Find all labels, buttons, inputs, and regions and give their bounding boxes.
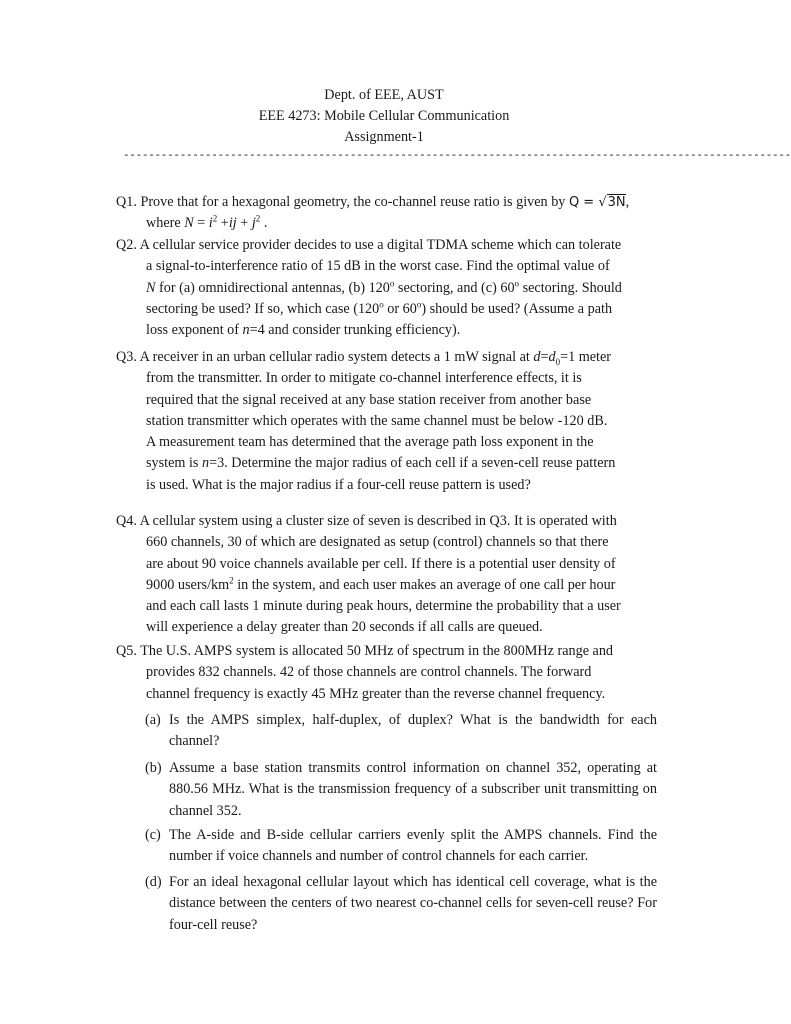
q5-label: Q5. bbox=[116, 643, 137, 659]
q4-line: will experience a delay greater than 20 seconds if all calls are queued. bbox=[146, 619, 543, 636]
part-text: The A-side and B-side cellular carriers evenly split the AMPS channels. Find the number if voice channels and number of control channels for each carrier. bbox=[169, 827, 657, 865]
q5-part-a bbox=[145, 710, 657, 753]
q4-line: are about 90 voice channels available per cell. If there is a potential user density of bbox=[146, 555, 616, 572]
separator-line: ---------------------------------------------------------------------------------------------------------- bbox=[123, 150, 791, 162]
q3-line: is used. What is the major radius if a four-cell reuse pattern is used? bbox=[146, 476, 531, 493]
part-text: For an ideal hexagonal cellular layout which has identical cell coverage, what is the distance between the centers of two nearest co-channel cells for seven-cell reuse? For four-cell reuse? bbox=[169, 874, 657, 933]
q2-line: a signal-to-interference ratio of 15 dB in the worst case. Find the optimal value of bbox=[146, 258, 610, 275]
part-label: (d) bbox=[145, 874, 162, 890]
q3-line: system is n=3. Determine the major radius of each cell if a seven-cell reuse pattern bbox=[146, 455, 616, 472]
question-3: Q3. A receiver in an urban cellular radio system detects a 1 mW signal at $d=d_0=1$ meter from the transmitter. In order to mitigate co-channel interference effects, it is required that the signal received at any base station receiver from another base station transmitter which operates with the same channel must be below -120 dB. A measurement team has determined that the average path loss exponent in the system is n=3. Determine the major radius of each cell if a seven-cell reuse pattern is used. What is the major radius if a four-cell reuse pattern is used? bbox=[116, 347, 656, 496]
q1-label: Q1. bbox=[116, 194, 137, 210]
part-label: (a) bbox=[145, 712, 161, 728]
q3-line: station transmitter which operates with the same channel must be below -120 dB. bbox=[146, 412, 608, 429]
question-5: Q5. The U.S. AMPS system is allocated 50 MHz of spectrum in the 800MHz range and provides 832 channels. 42 of those channels are control channels. The forward channel frequency is exactly 45 MHz greater than the reverse channel frequency. bbox=[116, 641, 656, 705]
q4-line: 660 channels, 30 of which are designated as setup (control) channels so that there bbox=[146, 534, 609, 551]
q5-part-b bbox=[145, 758, 657, 822]
q1-text: Prove that for a hexagonal geometry, the co-channel reuse ratio is given by bbox=[140, 194, 566, 210]
assignment-title: Assignment-1 bbox=[344, 129, 424, 145]
q3-line: A measurement team has determined that the average path loss exponent in the bbox=[146, 434, 594, 451]
q1-where-line: where $N = i^2 +ij + j^2$ . bbox=[146, 213, 268, 232]
question-1: Q1. Prove that for a hexagonal geometry, the co-channel reuse ratio is given by Q = √3N, where $N = i^2 +ij + j^2$ . bbox=[116, 192, 656, 235]
part-label: (b) bbox=[145, 760, 162, 776]
q5-line: provides 832 channels. 42 of those channels are control channels. The forward bbox=[146, 664, 592, 681]
q5-part-c bbox=[145, 825, 657, 868]
part-text: Is the AMPS simplex, half-duplex, of duplex? What is the bandwidth for each channel? bbox=[169, 712, 657, 750]
q3-line: required that the signal received at any base station receiver from another base bbox=[146, 391, 592, 408]
course-title: EEE 4273: Mobile Cellular Communication bbox=[258, 108, 510, 124]
q5-part-d bbox=[145, 872, 657, 936]
question-4: Q4. A cellular system using a cluster size of seven is described in Q3. It is operated with 660 channels, 30 of which are designated as setup (control) channels so that there are about 90 voice channels available per cell. If there is a potential user density of 9000 users/$km^2$ in the system, and each user makes an average of one call per hour and each call lasts 1 minute during peak hours, determine the probability that a user will experience a delay greater than 20 seconds if all calls are queued. bbox=[116, 511, 656, 639]
q2-label: Q2. bbox=[116, 237, 137, 253]
q1-formula: Q = √3N bbox=[568, 195, 626, 210]
q2-line: loss exponent of n=4 and consider trunking efficiency). bbox=[146, 322, 461, 339]
question-2 bbox=[116, 235, 656, 341]
q2-line: N for (a) omnidirectional antennas, (b) 120$^o$ sectoring, and (c) 60$^o$ sectoring. Should bbox=[146, 277, 622, 296]
q2-line: A cellular service provider decides to use a digital TDMA scheme which can tolerate bbox=[139, 237, 622, 253]
q4-label: Q4. bbox=[116, 513, 137, 529]
q5-line: channel frequency is exactly 45 MHz greater than the reverse channel frequency. bbox=[146, 685, 606, 702]
q3-line: from the transmitter. In order to mitigate co-channel interference effects, it is bbox=[146, 370, 582, 387]
part-label: (c) bbox=[145, 827, 161, 843]
q2-line: sectoring be used? If so, which case (120$^o$ or 60$^o$) should be used? (Assume a path bbox=[146, 299, 613, 317]
part-text: Assume a base station transmits control information on channel 352, operating at 880.56 MHz. What is the transmission frequency of a subscriber unit transmitting on channel 352. bbox=[169, 760, 657, 819]
department-line: Dept. of EEE, AUST bbox=[324, 87, 444, 103]
q4-line: and each call lasts 1 minute during peak hours, determine the probability that a user bbox=[146, 598, 621, 615]
q4-line: 9000 users/$km^2$ in the system, and each user makes an average of one call per hour bbox=[146, 575, 616, 593]
q3-label: Q3. bbox=[116, 349, 137, 365]
